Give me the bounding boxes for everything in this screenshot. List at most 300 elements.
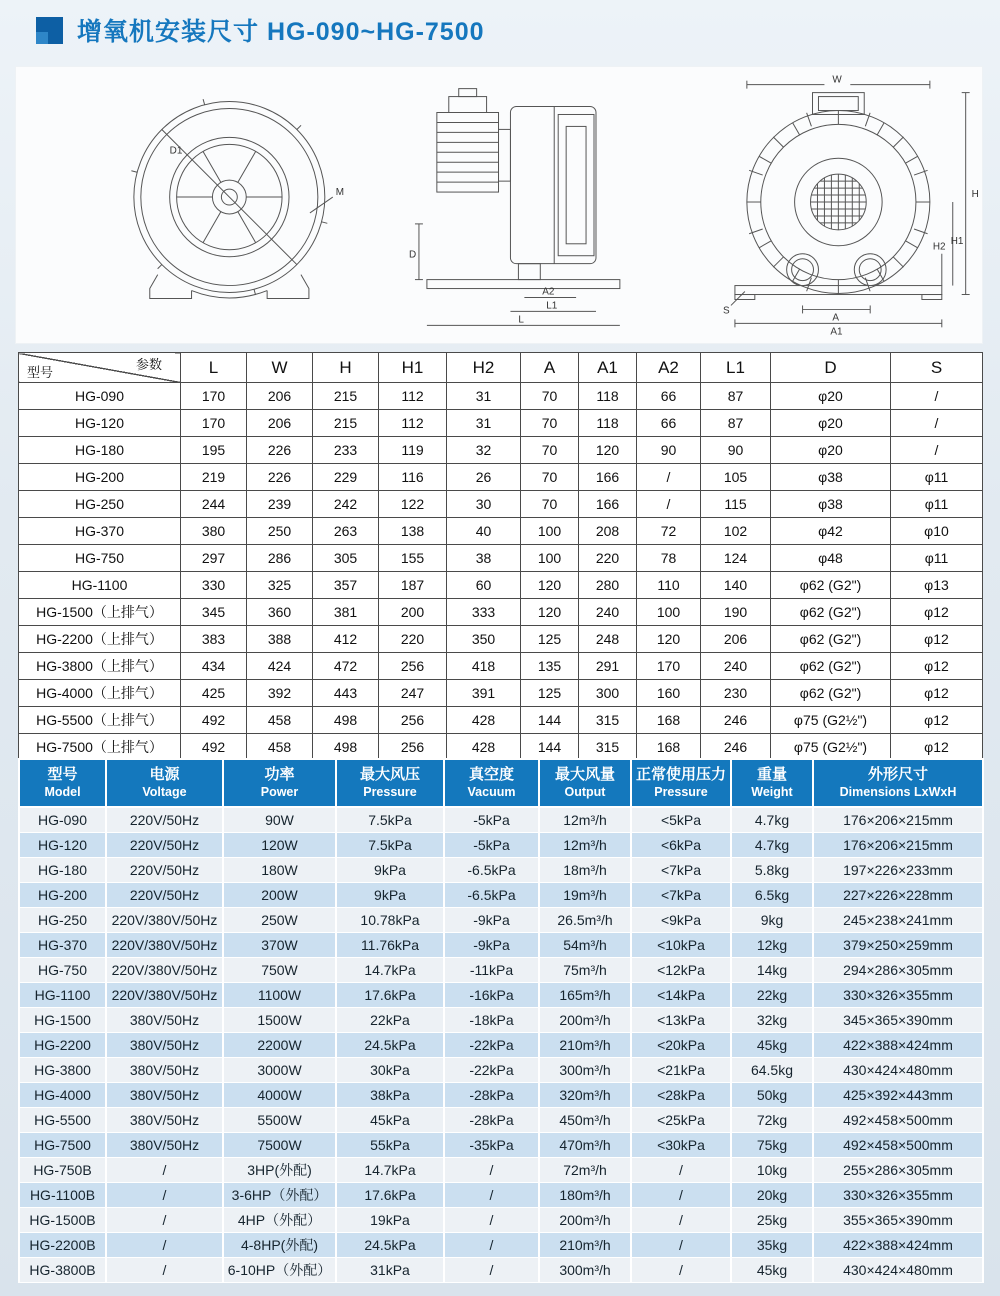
table-cell: 12m³/h [539, 832, 631, 857]
column-header: H [313, 353, 379, 383]
table-cell: 240 [701, 653, 771, 680]
spec-table-body [19, 807, 983, 1282]
table-cell: 350 [447, 626, 521, 653]
table-cell: 381 [313, 599, 379, 626]
table-cell: 300m³/h [539, 1257, 631, 1282]
table-cell: 325 [247, 572, 313, 599]
table-cell: -5kPa [444, 832, 539, 857]
table-cell: 18m³/h [539, 857, 631, 882]
table-cell: 219 [181, 464, 247, 491]
table-cell: 380V/50Hz [106, 1057, 223, 1082]
table-cell: φ38 [771, 464, 891, 491]
table-cell: 40 [447, 518, 521, 545]
table-row [19, 1057, 983, 1082]
table-cell: 70 [521, 491, 579, 518]
table-cell: φ11 [891, 491, 983, 518]
column-header: 正常使用压力 Pressure [631, 759, 731, 807]
table-cell: 20kg [731, 1182, 813, 1207]
table-cell: 90 [637, 437, 701, 464]
table-cell: 492 [181, 707, 247, 734]
column-header: L1 [701, 353, 771, 383]
table-cell: 345 [181, 599, 247, 626]
column-header: 真空度 Vacuum [444, 759, 539, 807]
table-cell: 17.6kPa [336, 1182, 444, 1207]
table-cell: φ10 [891, 518, 983, 545]
table-cell: 10.78kPa [336, 907, 444, 932]
table-row [19, 626, 983, 653]
table-cell: 297 [181, 545, 247, 572]
table-cell: / [444, 1257, 539, 1282]
table-cell: 315 [579, 707, 637, 734]
table-row [19, 572, 983, 599]
table-cell: φ42 [771, 518, 891, 545]
table-row [19, 1082, 983, 1107]
table-cell: 256 [379, 707, 447, 734]
column-header: H1 [379, 353, 447, 383]
table-cell: 291 [579, 653, 637, 680]
table-cell: HG-370 [19, 518, 181, 545]
dim-label-a: A [832, 312, 840, 324]
table-cell: 14.7kPa [336, 1157, 444, 1182]
table-cell: 125 [521, 680, 579, 707]
table-cell: <20kPa [631, 1032, 731, 1057]
table-cell: 256 [379, 734, 447, 761]
table-cell: 166 [579, 491, 637, 518]
table-cell: 280 [579, 572, 637, 599]
table-cell: 330×326×355mm [813, 1182, 983, 1207]
table-cell: 320m³/h [539, 1082, 631, 1107]
table-cell: 14.7kPa [336, 957, 444, 982]
table-cell: 26 [447, 464, 521, 491]
table-cell: 333 [447, 599, 521, 626]
table-cell: 450m³/h [539, 1107, 631, 1132]
table-cell: 19m³/h [539, 882, 631, 907]
table-cell: / [631, 1232, 731, 1257]
table-cell: 155 [379, 545, 447, 572]
table-cell: 220V/380V/50Hz [106, 957, 223, 982]
table-cell: HG-7500（上排气） [19, 734, 181, 761]
blower-side-view-drawing [409, 74, 638, 336]
table-cell: φ12 [891, 626, 983, 653]
table-cell: 200 [379, 599, 447, 626]
table-cell: 498 [313, 707, 379, 734]
table-cell: 220V/380V/50Hz [106, 932, 223, 957]
table-cell: HG-120 [19, 410, 181, 437]
column-header: H2 [447, 353, 521, 383]
table-cell: 140 [701, 572, 771, 599]
table-cell: -6.5kPa [444, 857, 539, 882]
table-cell: 430×424×480mm [813, 1257, 983, 1282]
table-cell: 206 [701, 626, 771, 653]
page-header [36, 12, 485, 48]
table-cell: / [631, 1157, 731, 1182]
table-cell: 195 [181, 437, 247, 464]
table-cell: 120 [637, 626, 701, 653]
table-cell: <12kPa [631, 957, 731, 982]
table-cell: 11.76kPa [336, 932, 444, 957]
table-cell: 246 [701, 734, 771, 761]
table-cell: 5.8kg [731, 857, 813, 882]
table-cell: HG-1100 [19, 572, 181, 599]
spec-table [18, 758, 984, 1283]
table-cell: 87 [701, 383, 771, 410]
table-cell: 38kPa [336, 1082, 444, 1107]
table-cell: HG-180 [19, 857, 106, 882]
table-cell: -9kPa [444, 932, 539, 957]
table-cell: 45kPa [336, 1107, 444, 1132]
table-cell: 250W [223, 907, 336, 932]
table-cell: 315 [579, 734, 637, 761]
table-row [19, 907, 983, 932]
dim-label-d1: D1 [169, 145, 183, 157]
table-cell: 391 [447, 680, 521, 707]
table-cell: <30kPa [631, 1132, 731, 1157]
table-row [19, 1157, 983, 1182]
dimension-table-header-row [19, 353, 983, 383]
table-cell: 383 [181, 626, 247, 653]
table-cell: -18kPa [444, 1007, 539, 1032]
table-cell: 422×388×424mm [813, 1032, 983, 1057]
table-row [19, 1207, 983, 1232]
table-cell: 112 [379, 383, 447, 410]
table-cell: 168 [637, 734, 701, 761]
table-cell: HG-3800（上排气） [19, 653, 181, 680]
table-cell: HG-2200 [19, 1032, 106, 1057]
table-cell: 30kPa [336, 1057, 444, 1082]
table-cell: 4.7kg [731, 832, 813, 857]
table-cell: 115 [701, 491, 771, 518]
corner-label-top: 参数 [135, 357, 162, 372]
table-cell: / [106, 1232, 223, 1257]
table-cell: 187 [379, 572, 447, 599]
table-cell: 180m³/h [539, 1182, 631, 1207]
table-cell: 379×250×259mm [813, 932, 983, 957]
table-cell: 144 [521, 707, 579, 734]
table-cell: 300m³/h [539, 1057, 631, 1082]
table-cell: φ62 (G2") [771, 599, 891, 626]
column-header: 电源 Voltage [106, 759, 223, 807]
table-cell: 112 [379, 410, 447, 437]
table-cell: φ62 (G2") [771, 680, 891, 707]
table-cell: φ11 [891, 464, 983, 491]
table-cell: -16kPa [444, 982, 539, 1007]
table-cell: 4HP（外配） [223, 1207, 336, 1232]
table-cell: 105 [701, 464, 771, 491]
table-cell: 168 [637, 707, 701, 734]
table-cell: 4-8HP(外配) [223, 1232, 336, 1257]
table-cell: 110 [637, 572, 701, 599]
table-cell: 50kg [731, 1082, 813, 1107]
column-header: 型号 Model [19, 759, 106, 807]
table-cell: <21kPa [631, 1057, 731, 1082]
table-row [19, 599, 983, 626]
table-cell: 197×226×233mm [813, 857, 983, 882]
table-cell: 10kg [731, 1157, 813, 1182]
table-row [19, 932, 983, 957]
table-cell: 3000W [223, 1057, 336, 1082]
table-cell: 458 [247, 707, 313, 734]
table-cell: HG-180 [19, 437, 181, 464]
table-cell: 380V/50Hz [106, 1132, 223, 1157]
table-cell: 392 [247, 680, 313, 707]
table-cell: / [637, 491, 701, 518]
table-row [19, 1257, 983, 1282]
table-cell: 1100W [223, 982, 336, 1007]
table-cell: HG-5500（上排气） [19, 707, 181, 734]
table-cell: -28kPa [444, 1082, 539, 1107]
table-cell: 443 [313, 680, 379, 707]
table-cell: 380V/50Hz [106, 1082, 223, 1107]
table-cell: 32 [447, 437, 521, 464]
table-cell: HG-750 [19, 545, 181, 572]
table-cell: 380V/50Hz [106, 1107, 223, 1132]
spec-table-header-row [19, 759, 983, 807]
table-cell: HG-4000（上排气） [19, 680, 181, 707]
table-cell: 305 [313, 545, 379, 572]
table-cell: 434 [181, 653, 247, 680]
table-cell: 55kPa [336, 1132, 444, 1157]
table-cell: 200m³/h [539, 1007, 631, 1032]
table-cell: -22kPa [444, 1032, 539, 1057]
table-cell: 22kPa [336, 1007, 444, 1032]
table-row [19, 1007, 983, 1032]
table-cell: 66 [637, 383, 701, 410]
table-cell: 118 [579, 410, 637, 437]
table-cell: HG-750 [19, 957, 106, 982]
table-cell: 380V/50Hz [106, 1007, 223, 1032]
table-cell: φ75 (G2½") [771, 734, 891, 761]
column-header: A2 [637, 353, 701, 383]
table-cell: / [444, 1232, 539, 1257]
table-cell: 492×458×500mm [813, 1107, 983, 1132]
drawings-panel [15, 66, 983, 344]
table-row [19, 734, 983, 761]
table-cell: HG-090 [19, 383, 181, 410]
table-cell: 200m³/h [539, 1207, 631, 1232]
table-cell: 180W [223, 857, 336, 882]
table-cell: 75m³/h [539, 957, 631, 982]
table-cell: 6-10HP（外配） [223, 1257, 336, 1282]
table-cell: 425 [181, 680, 247, 707]
table-cell: 144 [521, 734, 579, 761]
column-header: 功率 Power [223, 759, 336, 807]
table-row [19, 1232, 983, 1257]
table-cell: φ20 [771, 383, 891, 410]
blower-rear-view-drawing [721, 72, 982, 338]
column-header: 重量 Weight [731, 759, 813, 807]
table-cell: 7.5kPa [336, 807, 444, 832]
table-cell: 215 [313, 383, 379, 410]
table-cell: 492 [181, 734, 247, 761]
table-row [19, 807, 983, 832]
column-header: 最大风压 Pressure [336, 759, 444, 807]
table-row [19, 653, 983, 680]
table-cell: 31kPa [336, 1257, 444, 1282]
table-cell: φ48 [771, 545, 891, 572]
table-cell: / [891, 437, 983, 464]
table-cell: 248 [579, 626, 637, 653]
table-cell: HG-1500 [19, 1007, 106, 1032]
table-cell: φ75 (G2½") [771, 707, 891, 734]
table-cell: <14kPa [631, 982, 731, 1007]
dim-label-m: M [335, 187, 345, 199]
table-cell: 428 [447, 707, 521, 734]
table-cell: 100 [521, 518, 579, 545]
table-cell: 422×388×424mm [813, 1232, 983, 1257]
table-cell: 750W [223, 957, 336, 982]
table-cell: HG-1100 [19, 982, 106, 1007]
table-cell: HG-5500 [19, 1107, 106, 1132]
table-cell: 70 [521, 437, 579, 464]
table-cell: 66 [637, 410, 701, 437]
column-header: S [891, 353, 983, 383]
table-cell: 170 [181, 410, 247, 437]
table-cell: 428 [447, 734, 521, 761]
table-cell: 4.7kg [731, 807, 813, 832]
table-cell: 60 [447, 572, 521, 599]
table-cell: 220V/380V/50Hz [106, 907, 223, 932]
table-cell: 256 [379, 653, 447, 680]
table-cell: 294×286×305mm [813, 957, 983, 982]
table-cell: <6kPa [631, 832, 731, 857]
table-cell: / [631, 1257, 731, 1282]
table-cell: 35kg [731, 1232, 813, 1257]
table-cell: / [637, 464, 701, 491]
table-cell: 418 [447, 653, 521, 680]
table-cell: 72m³/h [539, 1157, 631, 1182]
table-row [19, 518, 983, 545]
table-cell: 166 [579, 464, 637, 491]
table-cell: 9kPa [336, 882, 444, 907]
table-cell: HG-3800 [19, 1057, 106, 1082]
table-cell: -35kPa [444, 1132, 539, 1157]
table-cell: -11kPa [444, 957, 539, 982]
table-row [19, 1132, 983, 1157]
table-cell: 206 [247, 410, 313, 437]
column-header: W [247, 353, 313, 383]
table-cell: / [891, 410, 983, 437]
table-cell: 380V/50Hz [106, 1032, 223, 1057]
table-cell: 246 [701, 707, 771, 734]
table-cell: φ38 [771, 491, 891, 518]
table-cell: 31 [447, 383, 521, 410]
table-cell: 360 [247, 599, 313, 626]
table-cell: 239 [247, 491, 313, 518]
table-cell: 210m³/h [539, 1032, 631, 1057]
table-cell: 70 [521, 464, 579, 491]
table-cell: 242 [313, 491, 379, 518]
table-cell: <7kPa [631, 882, 731, 907]
table-cell: HG-250 [19, 491, 181, 518]
table-cell: 72kg [731, 1107, 813, 1132]
table-cell: 233 [313, 437, 379, 464]
table-cell: 330×326×355mm [813, 982, 983, 1007]
table-cell: 245×238×241mm [813, 907, 983, 932]
table-row [19, 545, 983, 572]
table-cell: 38 [447, 545, 521, 572]
table-cell: HG-1500（上排气） [19, 599, 181, 626]
table-cell: 78 [637, 545, 701, 572]
table-cell: 226 [247, 464, 313, 491]
table-cell: 45kg [731, 1032, 813, 1057]
table-cell: 206 [247, 383, 313, 410]
table-cell: 7.5kPa [336, 832, 444, 857]
table-cell: / [106, 1257, 223, 1282]
table-row [19, 832, 983, 857]
table-cell: 135 [521, 653, 579, 680]
table-row [19, 1107, 983, 1132]
table-cell: 215 [313, 410, 379, 437]
table-cell: 220 [379, 626, 447, 653]
table-cell: 220V/380V/50Hz [106, 982, 223, 1007]
table-cell: 124 [701, 545, 771, 572]
table-row [19, 464, 983, 491]
table-cell: 9kPa [336, 857, 444, 882]
table-row [19, 410, 983, 437]
table-cell: 210m³/h [539, 1232, 631, 1257]
table-cell: 220 [579, 545, 637, 572]
dim-label-a2: A2 [541, 286, 555, 298]
table-cell: HG-200 [19, 464, 181, 491]
table-cell: HG-200 [19, 882, 106, 907]
dimension-table [18, 352, 983, 761]
table-cell: 64.5kg [731, 1057, 813, 1082]
table-cell: φ12 [891, 653, 983, 680]
table-cell: 424 [247, 653, 313, 680]
corner-label-bottom: 型号 [27, 365, 54, 380]
table-cell: 425×392×443mm [813, 1082, 983, 1107]
table-cell: φ62 (G2") [771, 572, 891, 599]
table-cell: 227×226×228mm [813, 882, 983, 907]
table-cell: φ62 (G2") [771, 653, 891, 680]
table-cell: 244 [181, 491, 247, 518]
table-cell: 170 [181, 383, 247, 410]
table-cell: 176×206×215mm [813, 807, 983, 832]
table-cell: 230 [701, 680, 771, 707]
table-cell: -9kPa [444, 907, 539, 932]
page-title: 增氧机安装尺寸 HG-090~HG-7500 [77, 18, 485, 46]
table-cell: <5kPa [631, 807, 731, 832]
table-cell: 6.5kg [731, 882, 813, 907]
table-cell: / [631, 1182, 731, 1207]
dim-label-l1: L1 [545, 300, 557, 312]
table-cell: 247 [379, 680, 447, 707]
table-cell: <7kPa [631, 857, 731, 882]
table-cell: HG-120 [19, 832, 106, 857]
column-header: D [771, 353, 891, 383]
blower-front-view-drawing [108, 75, 357, 335]
table-cell: 24.5kPa [336, 1232, 444, 1257]
table-cell: 388 [247, 626, 313, 653]
table-cell: 24.5kPa [336, 1032, 444, 1057]
dim-label-w: W [832, 74, 843, 86]
table-row [19, 680, 983, 707]
table-cell: 412 [313, 626, 379, 653]
table-cell: 165m³/h [539, 982, 631, 1007]
table-cell: 19kPa [336, 1207, 444, 1232]
table-cell: 5500W [223, 1107, 336, 1132]
table-cell: 200W [223, 882, 336, 907]
table-cell: HG-1100B [19, 1182, 106, 1207]
table-cell: / [631, 1207, 731, 1232]
dim-label-l: L [518, 314, 524, 326]
table-cell: / [106, 1207, 223, 1232]
dimension-table-body [19, 383, 983, 761]
table-cell: 25kg [731, 1207, 813, 1232]
table-cell: 72 [637, 518, 701, 545]
table-row [19, 491, 983, 518]
table-cell: -28kPa [444, 1107, 539, 1132]
